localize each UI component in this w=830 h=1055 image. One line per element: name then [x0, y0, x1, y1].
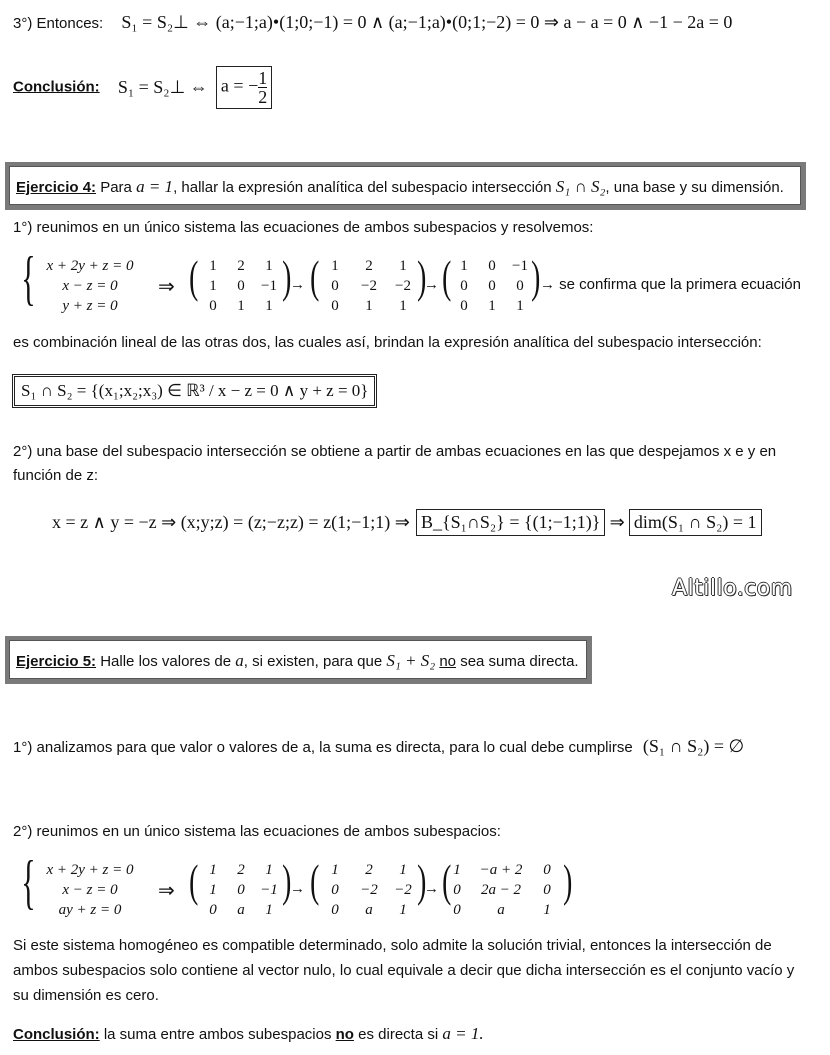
ex5-matrix-2: ( ) 1 2 1 0 −2 −2 0 a 1 — [310, 855, 427, 918]
conclusion2-no: no — [335, 1026, 354, 1043]
ex5-eq3: ay + z = 0 — [58, 902, 122, 918]
matrix-cell: 1 — [265, 902, 273, 918]
exercise5-text-a: Halle los valores de — [96, 653, 236, 670]
ex5-step1-text: 1°) analizamos para que valor o valores de a, la suma es directa, para lo cual debe cumplirse — [13, 739, 633, 756]
ex4-system — [30, 256, 150, 316]
matrix-cell: −2 — [395, 278, 411, 294]
arrow-icon: → — [424, 880, 439, 897]
matrix-cell: 1 — [331, 862, 339, 878]
matrix-cell: 1 — [399, 258, 407, 274]
matrix-row — [193, 256, 283, 276]
implies-icon: ⇒ — [609, 512, 625, 532]
ex4-eq3: y + z = 0 — [62, 298, 118, 314]
matrix-cell: 1 — [516, 298, 524, 314]
matrix-row — [193, 860, 283, 880]
fraction — [258, 69, 267, 106]
exercise4-box — [5, 162, 806, 210]
ex5-para-line1: Si este sistema homogéneo es compatible determinado, solo admite la solución trivial, entonces la intersección de — [13, 937, 772, 954]
ex5-matrix-1: ( ) 1 2 1 1 0 −1 0 a 1 — [189, 855, 292, 918]
matrix-row — [193, 276, 283, 296]
matrix-cell: 0 — [331, 278, 339, 294]
arrow-icon: → — [290, 276, 305, 293]
matrix-row — [446, 860, 558, 880]
matrix-cell: 0 — [331, 902, 339, 918]
matrix-row — [446, 256, 534, 276]
matrix-cell: −1 — [512, 258, 528, 274]
matrix-cell: 0 — [237, 278, 245, 294]
conclusion2-line — [13, 1022, 484, 1047]
matrix-cell: 0 — [453, 902, 461, 918]
matrix-cell: 1 — [209, 278, 217, 294]
matrix-row — [446, 880, 558, 900]
ex4-intersection-box: S₁ ∩ S₂ = {(x₁;x₂;x₃) ∈ ℝ³ / x − z = 0 ∧ y + z = 0} — [14, 376, 375, 406]
matrix-cell: −1 — [260, 882, 278, 898]
matrix-cell: −1 — [261, 278, 277, 294]
step3-math: S₁ = S₂⊥ ⇔ (a;−1;a)•(1;0;−1) = 0 ∧ (a;−1;a)•(0;1;−2) = 0 ⇒ a − a = 0 ∧ −1 − 2a = 0 — [121, 12, 733, 32]
exercise5-text-c: sea suma directa. — [456, 653, 579, 670]
ex5-system-brace: { — [21, 849, 36, 915]
matrix-row — [193, 880, 283, 900]
matrix-cell: 1 — [265, 862, 273, 878]
ex5-eq1: x + 2y + z = 0 — [46, 862, 134, 878]
ex4-arrow-text: → se confirma que la primera ecuación — [540, 276, 801, 293]
matrix-cell: 1 — [209, 882, 217, 898]
matrix-cell: 1 — [399, 902, 407, 918]
conclusion1-boxed-result — [216, 66, 272, 109]
matrix-cell: −2 — [361, 278, 377, 294]
matrix-cell: 1 — [460, 258, 468, 274]
matrix-cell: 0 — [209, 902, 217, 918]
ex4-step2-line2: función de z: — [13, 467, 99, 484]
conclusion2-text-b: es directa si — [353, 1026, 443, 1043]
conclusion1-label: Conclusión: — [13, 78, 100, 96]
exercise5-var: a — [235, 651, 244, 670]
ex4-eq1: x + 2y + z = 0 — [46, 258, 134, 274]
fraction-denominator: 2 — [258, 87, 268, 107]
ex4-eq2: x − z = 0 — [62, 278, 118, 294]
matrix-cell: 0 — [543, 882, 551, 898]
ex5-para-line3: su dimensión es cero. — [13, 987, 159, 1004]
matrix-cell: 2 — [237, 258, 245, 274]
matrix-cell: 2a − 2 — [480, 882, 522, 898]
matrix-cell: a — [237, 902, 245, 918]
matrix-row — [193, 296, 283, 316]
exercise4-inter: S₁ ∩ S₂ — [555, 177, 606, 196]
matrix-cell: 0 — [237, 882, 245, 898]
exercise5-sum: S₁ + S₂ — [386, 651, 436, 670]
matrix-cell: 1 — [453, 862, 461, 878]
exercise4-title: Ejercicio 4: — [16, 179, 97, 196]
matrix-cell: 2 — [237, 862, 245, 878]
matrix-cell: 2 — [365, 862, 373, 878]
ex5-step1-math: (S₁ ∩ S₂) = ∅ — [642, 736, 745, 756]
ex4-system-brace: { — [21, 245, 36, 311]
ex4-base-box: B_{S₁∩S₂} = {(1;−1;1)} — [416, 509, 605, 536]
arrow-icon: → — [424, 276, 439, 293]
exercise5-box — [5, 636, 592, 684]
matrix-row — [314, 276, 420, 296]
matrix-cell: a — [497, 902, 505, 918]
ex5-matrix-3: ( ) 1 −a + 2 0 0 2a − 2 0 0 a 1 — [442, 855, 573, 918]
watermark-logo: Altillo.com — [672, 576, 793, 601]
matrix-cell: −a + 2 — [479, 862, 523, 878]
step3-line — [13, 12, 732, 33]
exercise5-title: Ejercicio 5: — [16, 653, 97, 670]
matrix-cell: 0 — [209, 298, 217, 314]
matrix-cell: 1 — [399, 298, 407, 314]
exercise5-no: no — [439, 653, 457, 670]
ex5-implies: ⇒ — [158, 880, 175, 902]
conclusion1-line — [13, 66, 272, 109]
ex4-step2-line1: 2°) una base del subespacio intersección se obtiene a partir de ambas ecuaciones en las que despejamos x e y en — [13, 443, 777, 460]
conclusion2-label: Conclusión: — [13, 1026, 100, 1043]
matrix-cell: 0 — [516, 278, 524, 294]
matrix-cell: 0 — [460, 298, 468, 314]
ex4-base-math: x = z ∧ y = −z ⇒ (x;y;z) = (z;−z;z) = z(1;−1;1) ⇒ — [52, 512, 410, 532]
matrix-row — [446, 296, 534, 316]
exercise4-text-a: Para — [96, 179, 137, 196]
matrix-cell: 0 — [543, 862, 551, 878]
matrix-row — [314, 296, 420, 316]
conclusion1-math: S₁ = S₂⊥ ⇔ — [117, 77, 208, 97]
matrix-row — [446, 276, 534, 296]
matrix-cell: 2 — [365, 258, 373, 274]
arrow-icon: → — [290, 880, 305, 897]
ex4-base-line — [52, 509, 762, 536]
matrix-row — [446, 900, 558, 920]
matrix-row — [314, 900, 420, 920]
matrix-cell: 0 — [488, 278, 496, 294]
ex4-dim-box: dim(S₁ ∩ S₂) = 1 — [629, 509, 762, 536]
exercise4-text-b: , hallar la expresión analítica del subespacio intersección — [173, 179, 556, 196]
ex4-matrix-1: ( ) 1 2 1 1 0 −1 0 1 1 — [189, 251, 292, 314]
ex4-paragraph: es combinación lineal de las otras dos, las cuales así, brindan la expresión analítica del subespacio intersección: — [13, 334, 762, 351]
ex5-para-line2: ambos subespacios solo contiene al vector nulo, lo cual equivale a decir que dicha intersección es el conjunto vacío y — [13, 962, 795, 979]
matrix-cell: 1 — [331, 258, 339, 274]
exercise4-cond: a = 1 — [136, 177, 174, 196]
ex5-system — [30, 860, 150, 920]
matrix-row — [193, 900, 283, 920]
matrix-row — [314, 880, 420, 900]
matrix-row — [314, 860, 420, 880]
matrix-cell: 1 — [543, 902, 551, 918]
matrix-cell: 0 — [331, 298, 339, 314]
matrix-cell: 0 — [331, 882, 339, 898]
exercise4-text-c: , una base y su dimensión. — [605, 179, 784, 196]
matrix-cell: 0 — [488, 258, 496, 274]
ex4-implies: ⇒ — [158, 276, 175, 298]
matrix-cell: −2 — [360, 882, 378, 898]
ex4-matrix-2: ( ) 1 2 1 0 −2 −2 0 1 1 — [310, 251, 427, 314]
ex4-matrix-3: ( ) 1 0 −1 0 0 0 0 1 1 — [442, 251, 541, 314]
matrix-cell: a — [365, 902, 373, 918]
matrix-cell: 1 — [365, 298, 373, 314]
conclusion2-text-a: la suma entre ambos subespacios — [99, 1026, 336, 1043]
matrix-cell: 1 — [265, 258, 273, 274]
exercise5-text-b: , si existen, para que — [243, 653, 387, 670]
matrix-row — [314, 256, 420, 276]
ex5-step2: 2°) reunimos en un único sistema las ecuaciones de ambos subespacios: — [13, 823, 501, 840]
ex5-eq2: x − z = 0 — [62, 882, 118, 898]
step3-label: 3°) Entonces: — [13, 15, 104, 32]
matrix-cell: 1 — [265, 298, 273, 314]
boxed-lhs: a = − — [220, 75, 259, 96]
matrix-cell: 1 — [237, 298, 245, 314]
fraction-numerator: 1 — [258, 68, 268, 88]
matrix-cell: 1 — [488, 298, 496, 314]
matrix-cell: 0 — [453, 882, 461, 898]
matrix-cell: −2 — [394, 882, 412, 898]
matrix-cell: 1 — [209, 258, 217, 274]
conclusion2-cond: a = 1. — [442, 1024, 484, 1043]
matrix-cell: 1 — [399, 862, 407, 878]
matrix-cell: 0 — [460, 278, 468, 294]
matrix-cell: 1 — [209, 862, 217, 878]
ex4-step1: 1°) reunimos en un único sistema las ecuaciones de ambos subespacios y resolvemos: — [13, 219, 594, 236]
ex5-step1-line — [13, 736, 744, 757]
